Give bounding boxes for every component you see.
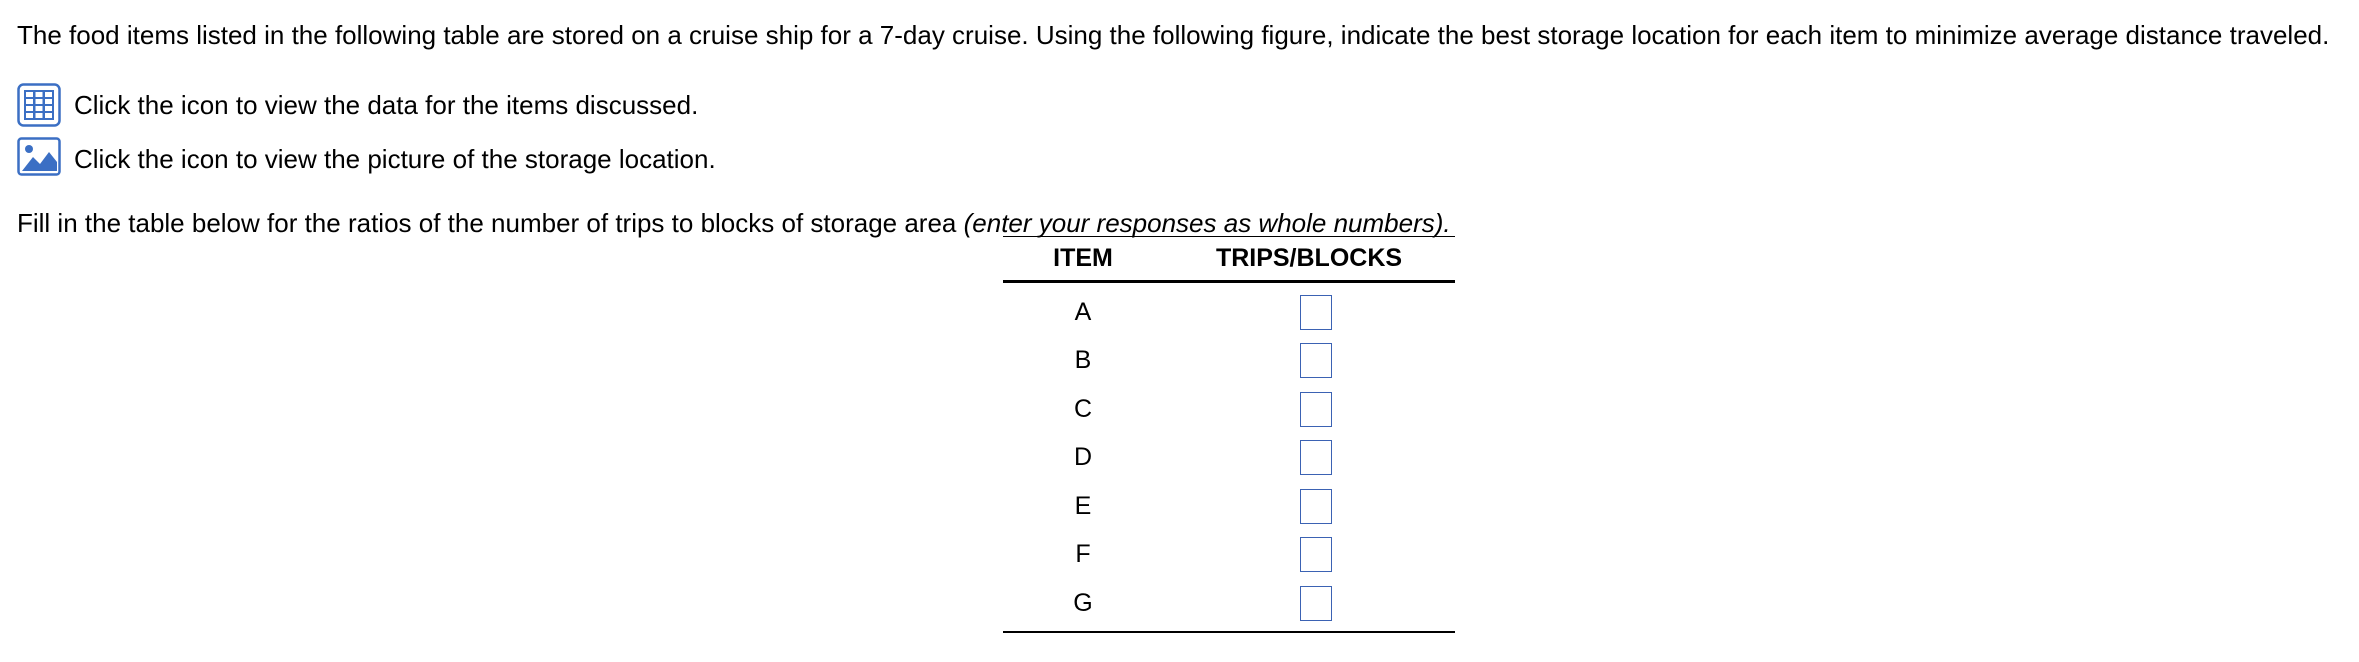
table-row <box>1003 385 1455 434</box>
picture-link-label[interactable]: Click the icon to view the picture of the storage location. <box>74 143 716 174</box>
table-row <box>1003 482 1455 531</box>
item-label: D <box>1073 443 1093 472</box>
ratio-input[interactable] <box>1300 440 1332 475</box>
table-icon[interactable] <box>17 83 61 127</box>
item-label: B <box>1074 346 1092 375</box>
header-trips-blocks: TRIPS/BLOCKS <box>1215 244 1403 272</box>
ratio-input[interactable] <box>1300 343 1332 378</box>
ratio-table <box>1003 236 1455 633</box>
picture-icon[interactable] <box>17 137 61 181</box>
ratio-input[interactable] <box>1300 537 1332 572</box>
header-item: ITEM <box>1053 244 1113 272</box>
picture-link-row <box>17 137 716 181</box>
fill-instruction <box>17 208 1451 239</box>
ratio-input[interactable] <box>1300 295 1332 330</box>
ratio-input[interactable] <box>1300 586 1332 621</box>
table-row <box>1003 337 1455 386</box>
question-text: The food items listed in the following table are stored on a cruise ship for a 7-day cruise. Using the following figure, indicate the best storage location for each item to minimize average distance traveled. <box>17 20 2330 50</box>
item-label: C <box>1073 394 1093 423</box>
ratio-input[interactable] <box>1300 489 1332 524</box>
item-label: E <box>1074 491 1092 520</box>
item-label: F <box>1075 540 1091 569</box>
data-link-row <box>17 83 698 127</box>
fill-instruction-hint: (enter your responses as whole numbers). <box>963 208 1451 238</box>
table-row <box>1003 434 1455 483</box>
table-bottom-rule <box>1003 631 1455 633</box>
item-label: G <box>1073 588 1093 617</box>
data-link-label[interactable]: Click the icon to view the data for the items discussed. <box>74 89 699 120</box>
table-row <box>1003 531 1455 580</box>
table-header-row <box>1003 237 1455 283</box>
fill-instruction-text: Fill in the table below for the ratios of the number of trips to blocks of storage area <box>17 208 964 238</box>
item-label: A <box>1074 297 1092 326</box>
table-row <box>1003 288 1455 337</box>
table-row <box>1003 579 1455 628</box>
ratio-input[interactable] <box>1300 392 1332 427</box>
